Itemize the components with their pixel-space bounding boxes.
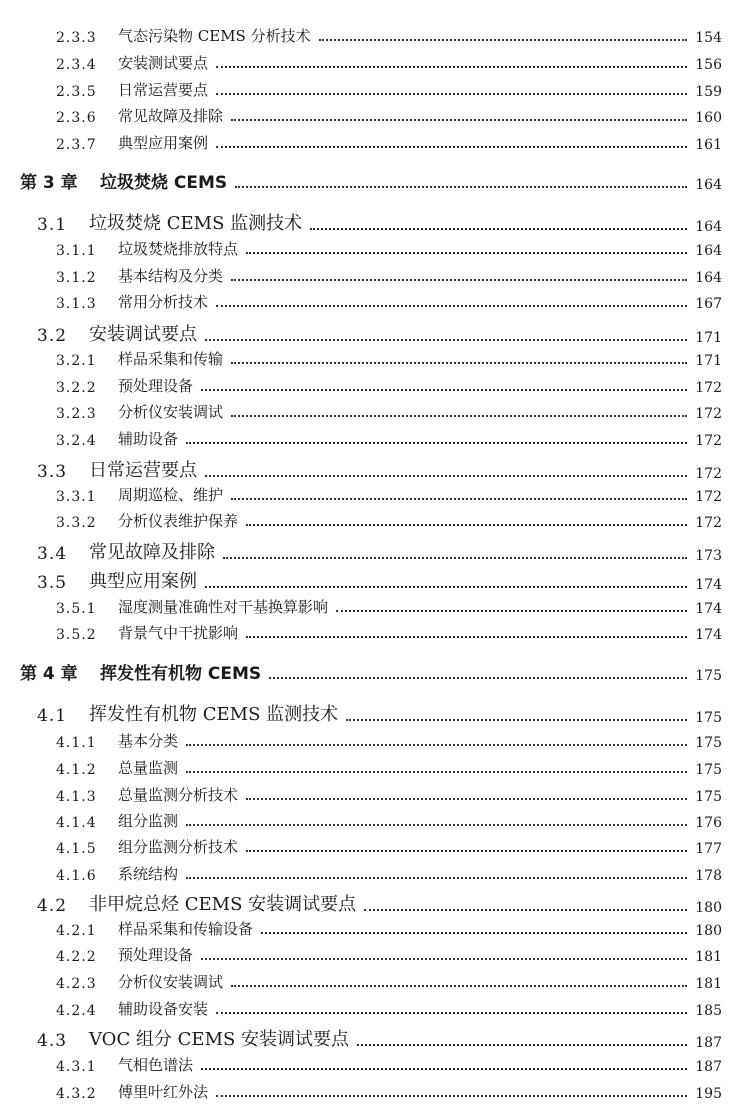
toc-entry-title: 安装测试要点 [118, 54, 209, 72]
toc-entry-page-number: 174 [695, 601, 722, 617]
toc-entry-page-number: 187 [695, 1035, 722, 1051]
toc-entry-number: 4.3 [37, 1031, 68, 1051]
dot-leader [201, 1067, 687, 1070]
dot-leader [231, 497, 687, 500]
toc-entry-subsection [0, 233, 750, 259]
toc-entry-subsection [0, 286, 750, 312]
dot-leader [319, 38, 688, 41]
toc-entry-number: 3.2.3 [56, 406, 97, 422]
toc-entry-number: 4.3.1 [56, 1059, 97, 1075]
toc-entry-title: 湿度测量准确性对干基换算影响 [118, 598, 329, 616]
toc-entry-title: 常见故障及排除 [89, 542, 215, 563]
toc-entry-title: 挥发性有机物 CEMS [100, 664, 262, 684]
toc-entry-subsection [0, 260, 750, 286]
dot-leader [231, 118, 687, 121]
toc-entry-section [0, 534, 750, 564]
toc-entry-number: 4.2.4 [56, 1003, 97, 1019]
toc-entry-subsection [0, 779, 750, 805]
toc-entry-page-number: 185 [695, 1003, 722, 1019]
dot-leader [235, 185, 687, 188]
toc-entry-title: 气态污染物 CEMS 分析技术 [118, 27, 311, 45]
toc-entry-title: 辅助设备安装 [118, 1000, 209, 1018]
toc-entry-page-number: 171 [695, 353, 722, 369]
dot-leader [246, 251, 687, 254]
toc-entry-title: 分析仪安装调试 [118, 973, 224, 991]
toc-entry-number: 3.1.2 [56, 270, 97, 286]
toc-entry-subsection [0, 805, 750, 831]
dot-leader [216, 304, 687, 307]
toc-entry-number: 3.4 [37, 544, 68, 564]
dot-leader [216, 92, 687, 95]
toc-entry-number: 4.1.3 [56, 789, 97, 805]
toc-entry-number: 2.3.3 [56, 30, 97, 46]
toc-entry-page-number: 172 [695, 515, 722, 531]
toc-entry-subsection [0, 913, 750, 939]
toc-entry-page-number: 175 [695, 710, 722, 726]
toc-entry-title: 典型应用案例 [118, 134, 209, 152]
toc-entry-number: 3.2.4 [56, 433, 97, 449]
toc-entry-number: 3.1.1 [56, 243, 97, 259]
toc-entry-subsection [0, 423, 750, 449]
toc-entry-number: 3.5.1 [56, 601, 97, 617]
dot-leader [231, 278, 687, 281]
dot-leader [216, 145, 687, 148]
toc-entry-number: 4.2 [37, 896, 68, 916]
toc-entry-subsection [0, 725, 750, 751]
toc-entry-page-number: 164 [695, 243, 722, 259]
dot-leader [205, 585, 687, 588]
toc-entry-title: 基本分类 [118, 732, 179, 750]
toc-entry-subsection [0, 479, 750, 505]
toc-entry-number: 4.2.2 [56, 949, 97, 965]
toc-entry-number: 3.3.2 [56, 515, 97, 531]
dot-leader [246, 797, 687, 800]
toc-entry-title: 总量监测 [118, 759, 179, 777]
toc-entry-page-number: 172 [695, 466, 722, 482]
dot-leader [364, 908, 687, 911]
toc-entry-section [0, 886, 750, 916]
toc-entry-page-number: 173 [695, 548, 722, 564]
toc-entry-page-number: 164 [695, 177, 722, 193]
toc-entry-number: 4.2.1 [56, 923, 97, 939]
toc-entry-page-number: 172 [695, 433, 722, 449]
toc-entry-title: 日常运营要点 [118, 81, 209, 99]
toc-entry-subsection [0, 939, 750, 965]
toc-entry-title: 预处理设备 [118, 377, 194, 395]
dot-leader [201, 388, 687, 391]
toc-entry-page-number: 176 [695, 815, 722, 831]
toc-entry-title: 垃圾焚烧 CEMS 监测技术 [89, 213, 303, 234]
toc-entry-page-number: 180 [695, 923, 722, 939]
toc-entry-subsection [0, 993, 750, 1019]
toc-entry-subsection [0, 752, 750, 778]
toc-entry-subsection [0, 370, 750, 396]
toc-entry-subsection [0, 396, 750, 422]
toc-entry-subsection [0, 617, 750, 643]
toc-entry-title: 样品采集和传输设备 [118, 920, 254, 938]
dot-leader [357, 1043, 687, 1046]
dot-leader [246, 849, 687, 852]
toc-entry-page-number: 178 [695, 868, 722, 884]
toc-entry-title: 组分监测分析技术 [118, 838, 239, 856]
toc-entry-title: 分析仪表维护保养 [118, 512, 239, 530]
toc-entry-page-number: 180 [695, 900, 722, 916]
dot-leader [205, 474, 687, 477]
toc-entry-subsection [0, 343, 750, 369]
dot-leader [223, 556, 687, 559]
dot-leader [336, 609, 687, 612]
dot-leader [216, 65, 687, 68]
dot-leader [246, 635, 687, 638]
toc-entry-title: 分析仪安装调试 [118, 403, 224, 421]
toc-entry-subsection [0, 47, 750, 73]
toc-entry-title: 傅里叶红外法 [118, 1083, 209, 1101]
toc-entry-title: 预处理设备 [118, 946, 194, 964]
toc-entry-number: 3.2 [37, 326, 68, 346]
toc-entry-number: 4.1.6 [56, 868, 97, 884]
toc-entry-number: 3.1.3 [56, 296, 97, 312]
toc-entry-title: VOC 组分 CEMS 安装调试要点 [89, 1029, 350, 1050]
toc-entry-number: 3.5 [37, 573, 68, 593]
toc-entry-title: 挥发性有机物 CEMS 监测技术 [89, 704, 339, 725]
toc-entry-subsection [0, 20, 750, 46]
dot-leader [186, 823, 687, 826]
dot-leader [216, 1094, 687, 1097]
toc-entry-title: 日常运营要点 [89, 460, 197, 481]
dot-leader [186, 876, 687, 879]
toc-entry-number: 3.1 [37, 215, 68, 235]
toc-entry-title: 辅助设备 [118, 430, 179, 448]
toc-entry-page-number: 181 [695, 949, 722, 965]
toc-entry-number: 3.3.1 [56, 489, 97, 505]
toc-entry-section [0, 563, 750, 593]
toc-entry-page-number: 175 [695, 762, 722, 778]
toc-entry-page-number: 175 [695, 735, 722, 751]
toc-entry-section [0, 316, 750, 346]
toc-entry-page-number: 172 [695, 489, 722, 505]
toc-entry-number: 4.1.5 [56, 841, 97, 857]
toc-entry-page-number: 195 [695, 1086, 722, 1102]
toc-entry-page-number: 181 [695, 976, 722, 992]
dot-leader [269, 676, 687, 679]
dot-leader [186, 743, 687, 746]
toc-entry-page-number: 154 [695, 30, 722, 46]
toc-entry-section [0, 696, 750, 726]
toc-entry-title: 常见故障及排除 [118, 107, 224, 125]
toc-entry-number: 4.1.2 [56, 762, 97, 778]
toc-entry-chapter [0, 654, 750, 684]
toc-entry-title: 垃圾焚烧 CEMS [100, 173, 228, 193]
toc-entry-number: 4.1 [37, 706, 68, 726]
toc-entry-page-number: 172 [695, 406, 722, 422]
toc-entry-title: 背景气中干扰影响 [118, 624, 239, 642]
toc-entry-number: 3.3 [37, 462, 68, 482]
toc-entry-title: 安装调试要点 [89, 324, 197, 345]
toc-entry-title: 垃圾焚烧排放特点 [118, 240, 239, 258]
toc-entry-number: 2.3.4 [56, 57, 97, 73]
toc-entry-subsection [0, 966, 750, 992]
dot-leader [231, 414, 687, 417]
toc-entry-section [0, 205, 750, 235]
toc-entry-number: 第 3 章 [20, 173, 78, 193]
toc-entry-subsection [0, 127, 750, 153]
toc-entry-subsection [0, 74, 750, 100]
toc-entry-page-number: 177 [695, 841, 722, 857]
dot-leader [201, 957, 687, 960]
toc-entry-number: 4.2.3 [56, 976, 97, 992]
toc-entry-number: 2.3.7 [56, 137, 97, 153]
toc-entry-page-number: 187 [695, 1059, 722, 1075]
dot-leader [310, 227, 687, 230]
toc-entry-page-number: 160 [695, 110, 722, 126]
toc-entry-number: 4.1.1 [56, 735, 97, 751]
toc-entry-number: 2.3.5 [56, 84, 97, 100]
toc-entry-number: 3.5.2 [56, 627, 97, 643]
toc-entry-subsection [0, 1049, 750, 1075]
toc-entry-subsection [0, 505, 750, 531]
toc-entry-title: 组分监测 [118, 812, 179, 830]
toc-entry-page-number: 175 [695, 789, 722, 805]
toc-entry-subsection [0, 100, 750, 126]
toc-entry-number: 4.1.4 [56, 815, 97, 831]
toc-entry-title: 典型应用案例 [89, 571, 197, 592]
dot-leader [231, 361, 687, 364]
toc-entry-page-number: 156 [695, 57, 722, 73]
toc-entry-title: 常用分析技术 [118, 293, 209, 311]
toc-entry-title: 基本结构及分类 [118, 267, 224, 285]
toc-entry-subsection [0, 831, 750, 857]
toc-entry-section [0, 452, 750, 482]
toc-entry-number: 2.3.6 [56, 110, 97, 126]
toc-entry-chapter [0, 163, 750, 193]
toc-entry-subsection [0, 591, 750, 617]
toc-entry-title: 样品采集和传输 [118, 350, 224, 368]
toc-entry-page-number: 171 [695, 330, 722, 346]
toc-entry-page-number: 174 [695, 577, 722, 593]
dot-leader [186, 770, 687, 773]
toc-entry-page-number: 164 [695, 219, 722, 235]
toc-entry-page-number: 159 [695, 84, 722, 100]
toc-entry-title: 总量监测分析技术 [118, 786, 239, 804]
toc-entry-title: 非甲烷总烃 CEMS 安装调试要点 [89, 894, 357, 915]
dot-leader [231, 984, 687, 987]
toc-entry-page-number: 164 [695, 270, 722, 286]
toc-entry-number: 3.2.1 [56, 353, 97, 369]
dot-leader [216, 1011, 687, 1014]
toc-entry-page-number: 174 [695, 627, 722, 643]
toc-entry-page-number: 175 [695, 668, 722, 684]
dot-leader [186, 441, 687, 444]
dot-leader [261, 931, 687, 934]
dot-leader [346, 718, 687, 721]
toc-entry-title: 系统结构 [118, 865, 179, 883]
toc-entry-title: 气相色谱法 [118, 1056, 194, 1074]
dot-leader [205, 338, 687, 341]
toc-entry-number: 3.2.2 [56, 380, 97, 396]
toc-entry-number: 4.3.2 [56, 1086, 97, 1102]
toc-entry-page-number: 167 [695, 296, 722, 312]
toc-entry-section [0, 1021, 750, 1051]
toc-entry-page-number: 161 [695, 137, 722, 153]
toc-entry-title: 周期巡检、维护 [118, 486, 224, 504]
toc-entry-subsection [0, 858, 750, 884]
toc-entry-subsection [0, 1076, 750, 1102]
dot-leader [246, 523, 687, 526]
toc-entry-page-number: 172 [695, 380, 722, 396]
toc-entry-number: 第 4 章 [20, 664, 78, 684]
